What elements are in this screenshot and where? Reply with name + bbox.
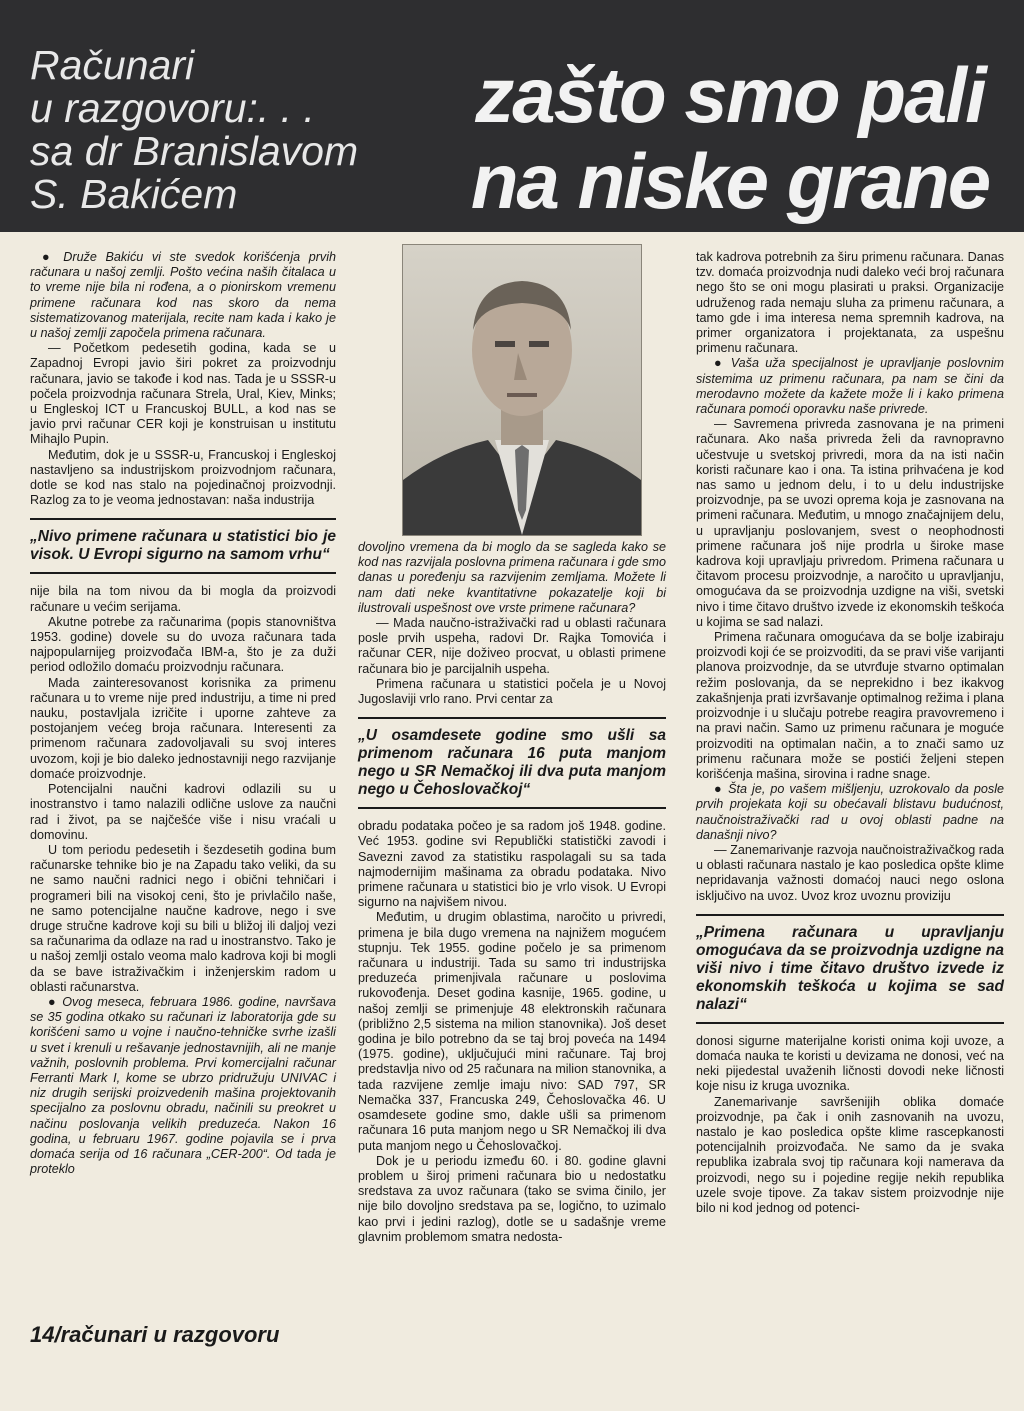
page-footer (30, 1322, 279, 1348)
question-continued: dovoljno vremena da bi moglo da se sagleda kako se kod nas razvijala poslovna primena računara i gde smo danas u poređenju sa razvijenim zemljama. Možete li nam dati neke kvantitativne pokazatelje koji bi ilustrovali uspešnost ove vrste primene računara? (358, 540, 667, 615)
kicker-line-4: S. Bakićem (30, 171, 238, 217)
paragraph: nije bila na tom nivou da bi mogla da proizvodi računare u većim serijama. (30, 584, 336, 614)
paragraph: Primena računara u statistici počela je u Novoj Jugoslaviji vrlo rano. Prvi centar za (358, 676, 666, 707)
pull-quote-1: „Nivo primene računara u statistici bio je visok. U Evropi sigurno na samom vrhu“ (30, 518, 336, 574)
paragraph: Mada zainteresovanost korisnika za primenu računara u to vreme nije pred industriju, a time ni pred nauku, postavljala izričite i uporne zahteve za postojanjem većeg broja računara. Interesenti za primenom računara zadovoljavali su svoj interes uvozom, koji je bio daleko jednostavniji nego razvijanje domaće proizvodnje. (30, 675, 336, 781)
headline-line-2: na niske grane (470, 137, 990, 225)
question-3: Vaša uža specijalnost je upravljanje poslovnim sistemima uz primenu računara, pa nam se čini da merodavno možete da kažete može li i kako primena računara pomoći oporavku naše privrede. (696, 356, 1004, 417)
paragraph: U tom periodu pedesetih i šezdesetih godina bum računarske tehnike bio je na Zapadu tako veliki, da su ne samo naučni radnici nego i obični tehničari i programeri bili na visokoj ceni, što je privlačilo naše, ne samo potencijalne naučne kadrove, nego i sve druge stručne kadrove koji su bili u bližoj ili daljoj vezi sa računarima da odlaze na rad u inostranstvo. Tako je u našoj zemlji ostalo veoma malo kadrova koji bi mogli da se bave istraživačkim i inženjerskim radom u oblasti računarstva. (30, 842, 336, 994)
column-2 (358, 540, 666, 1245)
paragraph: donosi sigurne materijalne koristi onima koji uvoze, a domaća nauka te koristi u devizama ne donosi, već na neki pijedestal uvaženih ličnosti dovodi neke ličnosti koje nisu iz kruga uvoznika. (696, 1033, 1004, 1094)
paragraph: Međutim, dok je u SSSR-u, Francuskoj i Engleskoj nastavljeno sa industrijskom proizvodnjom računara, dotle se kod nas stalo na pojedinačnoj proizvodnji. Razlog za to je veoma jednostavan: naša industrija (30, 447, 336, 508)
answer-2: — Mada naučno-istraživački rad u oblasti računara posle prvih uspeha, radovi Dr. Rajka Tomovića i računar CER, nije doživeo procvat, u oblasti primene računara bio je parcijalnih uspeha. (358, 616, 666, 676)
header-banner (0, 0, 1024, 232)
portrait-icon (403, 245, 641, 535)
paragraph: Potencijalni naučni kadrovi odlazili su u inostranstvo i tamo nalazili odlične uslove za naučni rad i život, pa se najčešće više i nisu vraćali u domovinu. (30, 782, 336, 842)
paragraph: Međutim, u drugim oblastima, naročito u privredi, primena je bila dugo vremena na najnižem mogućem stupnju. Tek 1955. godine počelo je sa primenom računara u industriji. Tada su samo tri industrijska preduzeća primenjivala računare u poslovima rukovođenja. Deset godina kasnije, 1965. godine, u našoj zemlji se primenjuje 48 elektronskih računara (približno 2,5 sistema na milion stanovnika). Još deset godina je bilo potrebno da se taj broj poveća na 1494 (1975. godine), uključujući mini računare. Taj broj predstavlja nivo od 25 računara na milion stanovnika, a tada razvijene zemlje imaju nivo: SAD 797, SR Nemačka 337, Francuska 249, Čehoslovačka 46. U osamdesete godine smo, dakle ušli sa primenom računara 16 puta manjom nego u SR Nemačkoj ili dva puta manjom nego u Čehoslovačkoj. (358, 910, 666, 1153)
answer-4: — Zanemarivanje razvoja naučnoistraživačkog rada u oblasti računara nastalo je kao posledica opšte klime nepridavanja važnosti domaćoj nauci nego oslona isključivo na uvoz. Uvoz kroz uvoznu proviziju (696, 842, 1004, 903)
bullet-icon: ● (48, 994, 63, 1009)
pull-quote-2: „U osamdesete godine smo ušli sa primenom računara 16 puta manjom nego u SR Nemačkoj ili dva puta manjom nego u Čehoslovačkoj“ (358, 717, 666, 809)
paragraph: Zanemarivanje savršenijih oblika domaće proizvodnje, pa čak i onih zasnovanih na uvozu, nastalo je kao posledica opšte klime rascepkanosti potencijalnih proizvođača. Ne samo da je svaka republika izabrala svoj tip računara koji namerava da proizvodi, nego su i pojedine regije nekih republika uzele svoje tipove. Za takav sistem proizvodnje nije bilo ni kod jednog od potenci- (696, 1094, 1004, 1215)
paragraph: tak kadrova potrebnih za širu primenu računara. Danas tzv. domaća proizvodnja nudi daleko veći broj računara nego što se oni mogu plasirati u praksi. Organizacije udruženog rada nemaju sluha za primenu računara, a tamo gde i ima interesa nema spremnih kadrova, na primer organizatora i projektanata, za uspešnu primenu računara. (696, 250, 1004, 356)
footer-label: /računari u razgovoru (54, 1322, 280, 1347)
answer-3: — Savremena privreda zasnovana je na primeni računara. Ako naša privreda želi da ravnopravno učestvuje u svetskoj privredi, mora da na isti način koristi računare kao i ona. Ta istina prihvaćena je kod nas samo u jednom delu, i to u delu industrijske proizvodnje, pa se uvozi oprema koja je zasnovana na primeni računara. Međutim, u mnogo značajnijem delu, u upravljanju poslovanjem, svest o neophodnosti primene računara još nije prodrla u široke mase kadrova koji upravljaju privredom. Primena računara u čitavom procesu proizvodnje, a naročito u upravljanju, omogućava da se proizvodnja uzdigne na viši, svetski nivo i time čitavo društvo izvede iz ekonomskih teškoća u kojima se sad nalazi. (696, 417, 1004, 629)
headline-line-1: zašto smo pali (475, 51, 985, 139)
kicker-line-1: Računari (30, 42, 195, 88)
pull-quote-3: „Primena računara u upravljanju omogućava da se proizvodnja uzdigne na viši nivo i time čitavo društvo izvede iz ekonomskih teškoća u kojima se sad nalazi“ (696, 914, 1004, 1024)
bullet-icon: ● (714, 356, 731, 371)
bullet-icon: ● (42, 250, 64, 264)
headline (440, 52, 1020, 224)
portrait-photo (402, 244, 642, 536)
column-1 (30, 250, 336, 1177)
column-3 (696, 250, 1004, 1216)
question-1: Druže Bakiću vi ste svedok korišćenja prvih računara u našoj zemlji. Pošto većina naših čitalaca u to vreme nije bila ni rođena, a o pionirskom vremenu primene računara kod nas skoro da nema sistematizovanog materijala, recite nam kada i kako je u našoj zemlji započela primena računara. (30, 250, 337, 341)
paragraph: Dok je u periodu između 60. i 80. godine glavni problem u široj primeni računara bio u nedostatku sredstava za uvoz računara (tako se svima činilo, jer nije bilo dovoljno sredstava pa se, logično, to uzimalo kao prvi i jedini razlog), dotle se u sadašnje vreme glavnim problemom smatra nedosta- (358, 1153, 666, 1244)
section-kicker (30, 44, 410, 216)
kicker-line-3: sa dr Branislavom (30, 128, 359, 174)
paragraph: Primena računara omogućava da se bolje izabiraju proizvodi koji će se proizvoditi, da se pravi više varijanti planova proizvodnje, da se utvrđuje stvarno optimalan režim poslovanja, da se neprekidno i bez ikakvog zakašnjenja prati izvršavanje optimalnog režima i plana proizvodnje i u slučaju potrebe reagira pravovremeno i na pravi način. Samo uz primenu računara je moguće proizvoditi na optimalan način, a to znači samo uz primenu računara može se postići željeni stepen korišćenja mašina, sirovina i radne snage. (696, 630, 1005, 781)
paragraph: obradu podataka počeo je sa radom još 1948. godine. Već 1953. godine svi Republički statistički zavodi i Savezni zavod za statistiku raspolagali su sa tada najmodernijim mašinama za obradu podataka. Nivo primene računara u statistici bio je vrlo visok. U Evropi sigurno na najvišem nivou. (358, 819, 666, 910)
kicker-line-2: u razgovoru:. . . (30, 85, 315, 131)
bullet-icon: ● (714, 782, 729, 797)
paragraph: Akutne potrebe za računarima (popis stanovništva 1953. godine) dovele su do uvoza računara tada najpopularnijeg proizvođača IBM-a, što je za duži period odložilo domaću proizvodnju računara. (30, 614, 336, 675)
question-4: Šta je, po vašem mišljenju, uzrokovalo da posle prvih projekata koji su obećavali blistavu budućnost, naučnoistraživački rad u ovoj oblasti padne na današnji nivo? (696, 782, 1004, 842)
answer-1: — Početkom pedesetih godina, kada se u Zapadnoj Evropi javio širi pokret za proizvodnju računara, javio se takođe i kod nas. Tada je u SSSR-u počela proizvodnja računara Strela, Ural, Kiev, Minks; u Engleskoj ICT u Francuskoj BULL, a kod nas se javio prvi računar CER koji je konstruisan u institutu Mihajlo Pupin. (30, 341, 336, 447)
page-number: 14 (30, 1322, 55, 1347)
question-2: Ovog meseca, februara 1986. godine, navršava se 35 godina otkako su računari iz laboratorija gde su korišćeni samo u vojne i naučno-tehničke svrhe izašli u svet i krenuli u rešavanje jednostavnijih, ali ne manje važnih, poslovnih problema. Prvi komercijalni računar Ferranti Mark I, kome se ubrzo pridružuju UNIVAC i niz drugih serijski proizvedenih mašina projektovanih specijalno za poslovnu obradu, načinili su preokret u načinu poslovanja velikih preduzeća. Nakon 16 godina, u februaru 1967. godine pojavila se i prva domaća serija od 16 računara „CER-200“. Od tada je proteklo (30, 994, 337, 1177)
